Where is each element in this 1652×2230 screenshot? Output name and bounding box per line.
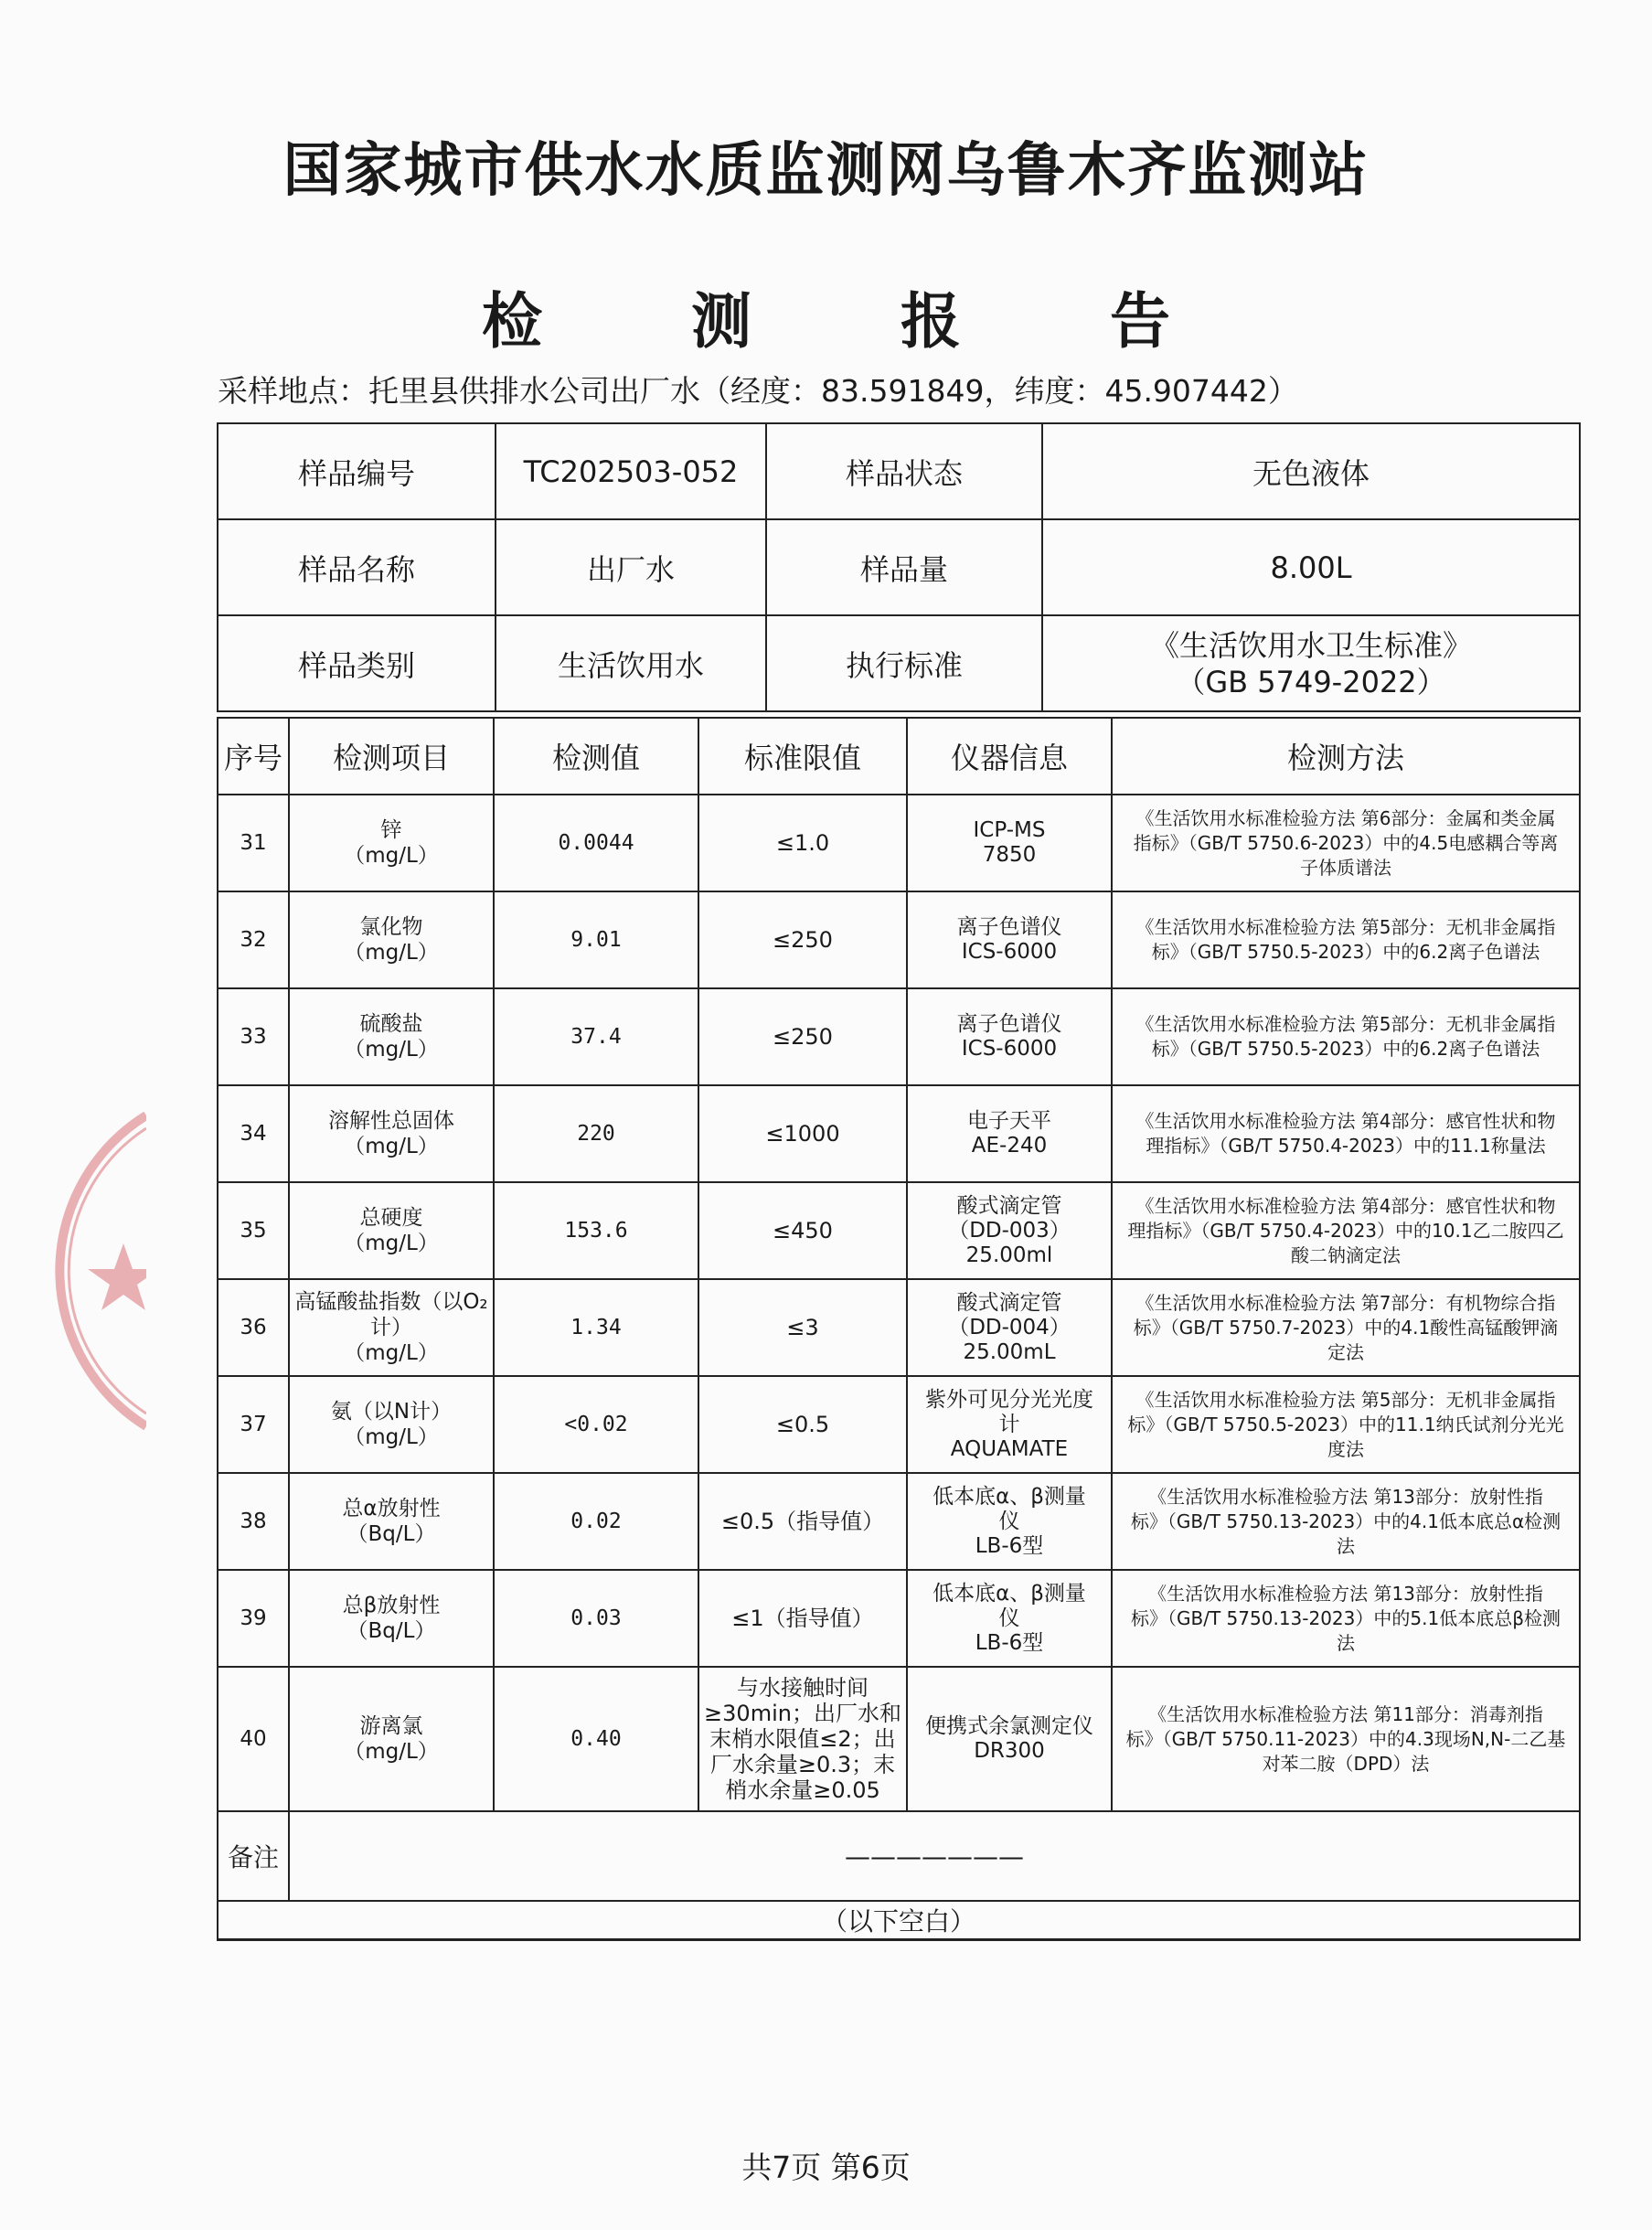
standard-limit-line: 与水接触时间 xyxy=(737,1675,869,1701)
test-item-line: 锌 xyxy=(380,818,402,842)
info-row-sample-type xyxy=(218,615,1580,711)
test-method-line: 标》（GB/T 5750.13-2023）中的5.1低本底总β检测 xyxy=(1131,1606,1561,1629)
instrument-info-line: 紫外可见分光光度 xyxy=(925,1387,1093,1412)
test-method-line: 《生活饮用水标准检验方法 第4部分：感官性状和物 xyxy=(1135,1194,1556,1217)
standard-limit-line: ≤3 xyxy=(786,1315,819,1340)
test-item xyxy=(289,1182,494,1279)
test-value: 1.34 xyxy=(494,1279,698,1376)
standard-limit-line: ≤1000 xyxy=(765,1121,840,1147)
sample-name: 出厂水 xyxy=(496,519,766,615)
standard-limit xyxy=(698,1473,907,1570)
test-value: 0.02 xyxy=(494,1473,698,1570)
test-method-line: 标》（GB/T 5750.13-2023）中的4.1低本底总α检测 xyxy=(1130,1510,1561,1532)
instrument-info xyxy=(907,988,1112,1085)
test-item-line: 高锰酸盐指数（以O₂ xyxy=(294,1290,488,1314)
standard-limit xyxy=(698,1570,907,1667)
test-method-line: 定法 xyxy=(1327,1340,1364,1363)
test-item-line: 氨（以N计） xyxy=(330,1400,453,1424)
header-no: 序号 xyxy=(218,718,289,795)
sample-qty-label: 样品量 xyxy=(766,519,1042,615)
table-row xyxy=(218,1182,1580,1279)
test-method-line: 《生活饮用水标准检验方法 第13部分：放射性指 xyxy=(1148,1485,1543,1508)
row-number: 35 xyxy=(218,1182,289,1279)
standard-limit xyxy=(698,1085,907,1182)
table-row xyxy=(218,1473,1580,1570)
test-item-line: （Bq/L） xyxy=(346,1619,436,1643)
instrument-info-line: 酸式滴定管 xyxy=(956,1193,1062,1218)
test-item xyxy=(289,1279,494,1376)
test-item xyxy=(289,1376,494,1473)
test-method xyxy=(1112,1085,1580,1182)
test-item-line: 总β放射性 xyxy=(342,1594,441,1617)
instrument-info xyxy=(907,1279,1112,1376)
row-number: 38 xyxy=(218,1473,289,1570)
test-item-line: 游离氯 xyxy=(359,1714,423,1738)
sample-no-label: 样品编号 xyxy=(218,423,496,519)
table-row xyxy=(218,988,1580,1085)
test-item-line: 总硬度 xyxy=(359,1206,423,1230)
test-item xyxy=(289,1085,494,1182)
test-item-line: 计） xyxy=(370,1316,412,1339)
standard-limit xyxy=(698,1376,907,1473)
standard-limit-line: 厂水余量≥0.3；末 xyxy=(709,1752,896,1777)
test-method-line: 标》（GB/T 5750.5-2023）中的6.2离子色谱法 xyxy=(1151,1038,1540,1060)
test-method xyxy=(1112,1570,1580,1667)
standard-value xyxy=(1042,615,1580,711)
instrument-info xyxy=(907,1570,1112,1667)
test-value: 0.40 xyxy=(494,1667,698,1811)
header-item: 检测项目 xyxy=(289,718,494,795)
test-item-line: 总α放射性 xyxy=(342,1497,441,1520)
test-method-line: 《生活饮用水标准检验方法 第4部分：感官性状和物 xyxy=(1135,1110,1556,1132)
instrument-info-line: 低本底α、β测量 xyxy=(933,1484,1086,1509)
row-number: 39 xyxy=(218,1570,289,1667)
instrument-info-line: AQUAMATE xyxy=(950,1436,1069,1461)
instrument-info xyxy=(907,1473,1112,1570)
row-number: 33 xyxy=(218,988,289,1085)
table-row xyxy=(218,795,1580,891)
standard-limit-line: ≥30min；出厂水和 xyxy=(704,1701,901,1726)
sample-info-table xyxy=(217,422,1581,712)
row-number: 36 xyxy=(218,1279,289,1376)
standard-limit-line: ≤250 xyxy=(773,1024,833,1050)
table-row xyxy=(218,891,1580,988)
instrument-info-line: （DD-003） xyxy=(948,1218,1071,1243)
org-title: 国家城市供水水质监测网乌鲁木齐监测站 xyxy=(282,137,1370,205)
standard-limit xyxy=(698,891,907,988)
test-value: <0.02 xyxy=(494,1376,698,1473)
instrument-info-line: AE-240 xyxy=(971,1134,1048,1158)
test-value: 0.03 xyxy=(494,1570,698,1667)
test-method xyxy=(1112,1667,1580,1811)
test-method xyxy=(1112,795,1580,891)
test-method-line: 标》（GB/T 5750.11-2023）中的4.3现场N,N-二乙基 xyxy=(1125,1727,1566,1750)
sample-state-label: 样品状态 xyxy=(766,423,1042,519)
sample-qty: 8.00L xyxy=(1042,519,1580,615)
test-method xyxy=(1112,988,1580,1085)
test-value: 220 xyxy=(494,1085,698,1182)
standard-label: 执行标准 xyxy=(766,615,1042,711)
test-method-line: 理指标》（GB/T 5750.4-2023）中的11.1称量法 xyxy=(1146,1135,1546,1157)
instrument-info-line: 25.00mL xyxy=(963,1339,1056,1364)
standard-limit-line: ≤1.0 xyxy=(775,830,830,856)
instrument-info xyxy=(907,1085,1112,1182)
test-method-line: 《生活饮用水标准检验方法 第13部分：放射性指 xyxy=(1148,1582,1543,1605)
sample-type: 生活饮用水 xyxy=(496,615,766,711)
instrument-info-line: 仪 xyxy=(998,1606,1020,1630)
standard-limit-line: 末梢水限值≤2；出 xyxy=(709,1726,896,1752)
instrument-info xyxy=(907,1182,1112,1279)
test-item-line: （mg/L） xyxy=(344,1232,439,1255)
test-item-line: （mg/L） xyxy=(344,1740,439,1764)
header-instrument: 仪器信息 xyxy=(907,718,1112,795)
test-item-line: 溶解性总固体 xyxy=(328,1109,454,1133)
standard-line-2: （GB 5749-2022） xyxy=(1176,664,1446,699)
header-value: 检测值 xyxy=(494,718,698,795)
test-method-line: 《生活饮用水标准检验方法 第11部分：消毒剂指 xyxy=(1148,1702,1543,1725)
test-method-line: 对苯二胺（DPD）法 xyxy=(1262,1752,1430,1775)
instrument-info-line: （DD-004） xyxy=(948,1315,1071,1339)
standard-limit xyxy=(698,1667,907,1811)
test-method-line: 标》（GB/T 5750.7-2023）中的4.1酸性高锰酸钾滴 xyxy=(1133,1316,1559,1339)
blank-note-row xyxy=(218,1901,1580,1940)
instrument-info-line: 便携式余氯测定仪 xyxy=(925,1714,1093,1738)
test-method-line: 度法 xyxy=(1327,1437,1364,1460)
test-value: 37.4 xyxy=(494,988,698,1085)
info-row-sample-name xyxy=(218,519,1580,615)
test-item xyxy=(289,795,494,891)
row-number: 40 xyxy=(218,1667,289,1811)
instrument-info xyxy=(907,1376,1112,1473)
test-method-line: 《生活饮用水标准检验方法 第6部分：金属和类金属 xyxy=(1135,806,1556,829)
standard-limit-line: 梢水余量≥0.05 xyxy=(725,1777,880,1803)
instrument-info-line: 7850 xyxy=(982,843,1037,867)
row-number: 34 xyxy=(218,1085,289,1182)
instrument-info-line: DR300 xyxy=(974,1739,1045,1763)
test-method-line: 《生活饮用水标准检验方法 第5部分：无机非金属指 xyxy=(1135,916,1556,938)
red-seal-stamp xyxy=(46,1106,146,1435)
test-value: 0.0044 xyxy=(494,795,698,891)
standard-line-1: 《生活饮用水卫生标准》 xyxy=(1149,627,1472,663)
sample-name-label: 样品名称 xyxy=(218,519,496,615)
blank-note: （以下空白） xyxy=(218,1901,1580,1940)
test-method-line: 《生活饮用水标准检验方法 第5部分：无机非金属指 xyxy=(1135,1388,1556,1411)
row-number: 31 xyxy=(218,795,289,891)
table-row xyxy=(218,1667,1580,1811)
remarks-value: ——————— xyxy=(289,1811,1580,1901)
instrument-info-line: 计 xyxy=(998,1412,1020,1436)
test-item xyxy=(289,891,494,988)
standard-limit xyxy=(698,795,907,891)
test-item xyxy=(289,1570,494,1667)
instrument-info-line: ICS-6000 xyxy=(961,1037,1058,1061)
table-row xyxy=(218,1570,1580,1667)
test-method xyxy=(1112,1376,1580,1473)
instrument-info-line: 酸式滴定管 xyxy=(956,1290,1062,1315)
test-item-line: 硫酸盐 xyxy=(359,1012,423,1036)
test-value: 9.01 xyxy=(494,891,698,988)
results-table xyxy=(217,717,1581,1941)
standard-limit-line: ≤0.5（指导值） xyxy=(720,1509,885,1534)
standard-limit-line: ≤250 xyxy=(773,927,833,953)
test-method-line: 《生活饮用水标准检验方法 第7部分：有机物综合指 xyxy=(1135,1291,1556,1314)
instrument-info-line: 仪 xyxy=(998,1509,1020,1533)
instrument-info xyxy=(907,1667,1112,1811)
test-item-line: （mg/L） xyxy=(344,844,439,868)
header-limit: 标准限值 xyxy=(698,718,907,795)
sample-state: 无色液体 xyxy=(1042,423,1580,519)
test-method-line: 法 xyxy=(1337,1534,1355,1557)
instrument-info-line: 电子天平 xyxy=(967,1109,1051,1133)
row-number: 37 xyxy=(218,1376,289,1473)
info-row-sample-no xyxy=(218,423,1580,519)
test-value: 153.6 xyxy=(494,1182,698,1279)
test-method xyxy=(1112,1473,1580,1570)
standard-limit-line: ≤1（指导值） xyxy=(731,1606,874,1631)
remarks-label: 备注 xyxy=(218,1811,289,1901)
table-row xyxy=(218,1279,1580,1376)
instrument-info-line: 25.00ml xyxy=(965,1243,1053,1267)
standard-limit xyxy=(698,988,907,1085)
page-info: 共7页 第6页 xyxy=(741,2150,911,2185)
instrument-info-line: LB-6型 xyxy=(975,1533,1044,1558)
standard-limit-line: ≤450 xyxy=(773,1218,833,1243)
test-method-line: 酸二钠滴定法 xyxy=(1291,1243,1401,1266)
test-method xyxy=(1112,1279,1580,1376)
standard-limit-line: ≤0.5 xyxy=(775,1412,830,1437)
test-item-line: 氯化物 xyxy=(359,915,423,939)
instrument-info-line: ICS-6000 xyxy=(961,940,1058,964)
standard-limit xyxy=(698,1279,907,1376)
sample-no: TC202503-052 xyxy=(496,423,766,519)
test-item-line: （Bq/L） xyxy=(346,1522,436,1546)
remarks-row xyxy=(218,1811,1580,1901)
results-header-row xyxy=(218,718,1580,795)
row-number: 32 xyxy=(218,891,289,988)
test-method-line: 标》（GB/T 5750.5-2023）中的11.1纳氏试剂分光光 xyxy=(1127,1413,1564,1435)
sampling-site: 采样地点：托里县供排水公司出厂水（经度：83.591849，纬度：45.907442） xyxy=(218,373,1298,409)
test-method-line: 指标》（GB/T 5750.6-2023）中的4.5电感耦合等离 xyxy=(1133,831,1559,854)
sample-type-label: 样品类别 xyxy=(218,615,496,711)
instrument-info-line: LB-6型 xyxy=(975,1630,1044,1655)
instrument-info-line: 低本底α、β测量 xyxy=(933,1581,1086,1606)
test-method xyxy=(1112,891,1580,988)
test-item xyxy=(289,988,494,1085)
test-method-line: 理指标》（GB/T 5750.4-2023）中的10.1乙二胺四乙 xyxy=(1127,1219,1564,1242)
test-item-line: （mg/L） xyxy=(344,1038,439,1062)
test-method-line: 法 xyxy=(1337,1631,1355,1654)
standard-limit xyxy=(698,1182,907,1279)
table-row xyxy=(218,1376,1580,1473)
test-item xyxy=(289,1667,494,1811)
instrument-info xyxy=(907,795,1112,891)
test-item xyxy=(289,1473,494,1570)
header-method: 检测方法 xyxy=(1112,718,1580,795)
test-item-line: （mg/L） xyxy=(344,1425,439,1449)
test-method-line: 标》（GB/T 5750.5-2023）中的6.2离子色谱法 xyxy=(1151,941,1540,963)
test-method-line: 子体质谱法 xyxy=(1300,856,1391,879)
instrument-info xyxy=(907,891,1112,988)
instrument-info-line: 离子色谱仪 xyxy=(956,1012,1062,1036)
instrument-info-line: ICP-MS xyxy=(973,818,1046,842)
test-item-line: （mg/L） xyxy=(344,1341,439,1365)
test-item-line: （mg/L） xyxy=(344,941,439,965)
report-title: 检 测 报 告 xyxy=(482,286,1234,357)
test-method xyxy=(1112,1182,1580,1279)
instrument-info-line: 离子色谱仪 xyxy=(956,915,1062,939)
test-method-line: 《生活饮用水标准检验方法 第5部分：无机非金属指 xyxy=(1135,1013,1556,1035)
test-item-line: （mg/L） xyxy=(344,1135,439,1158)
table-row xyxy=(218,1085,1580,1182)
